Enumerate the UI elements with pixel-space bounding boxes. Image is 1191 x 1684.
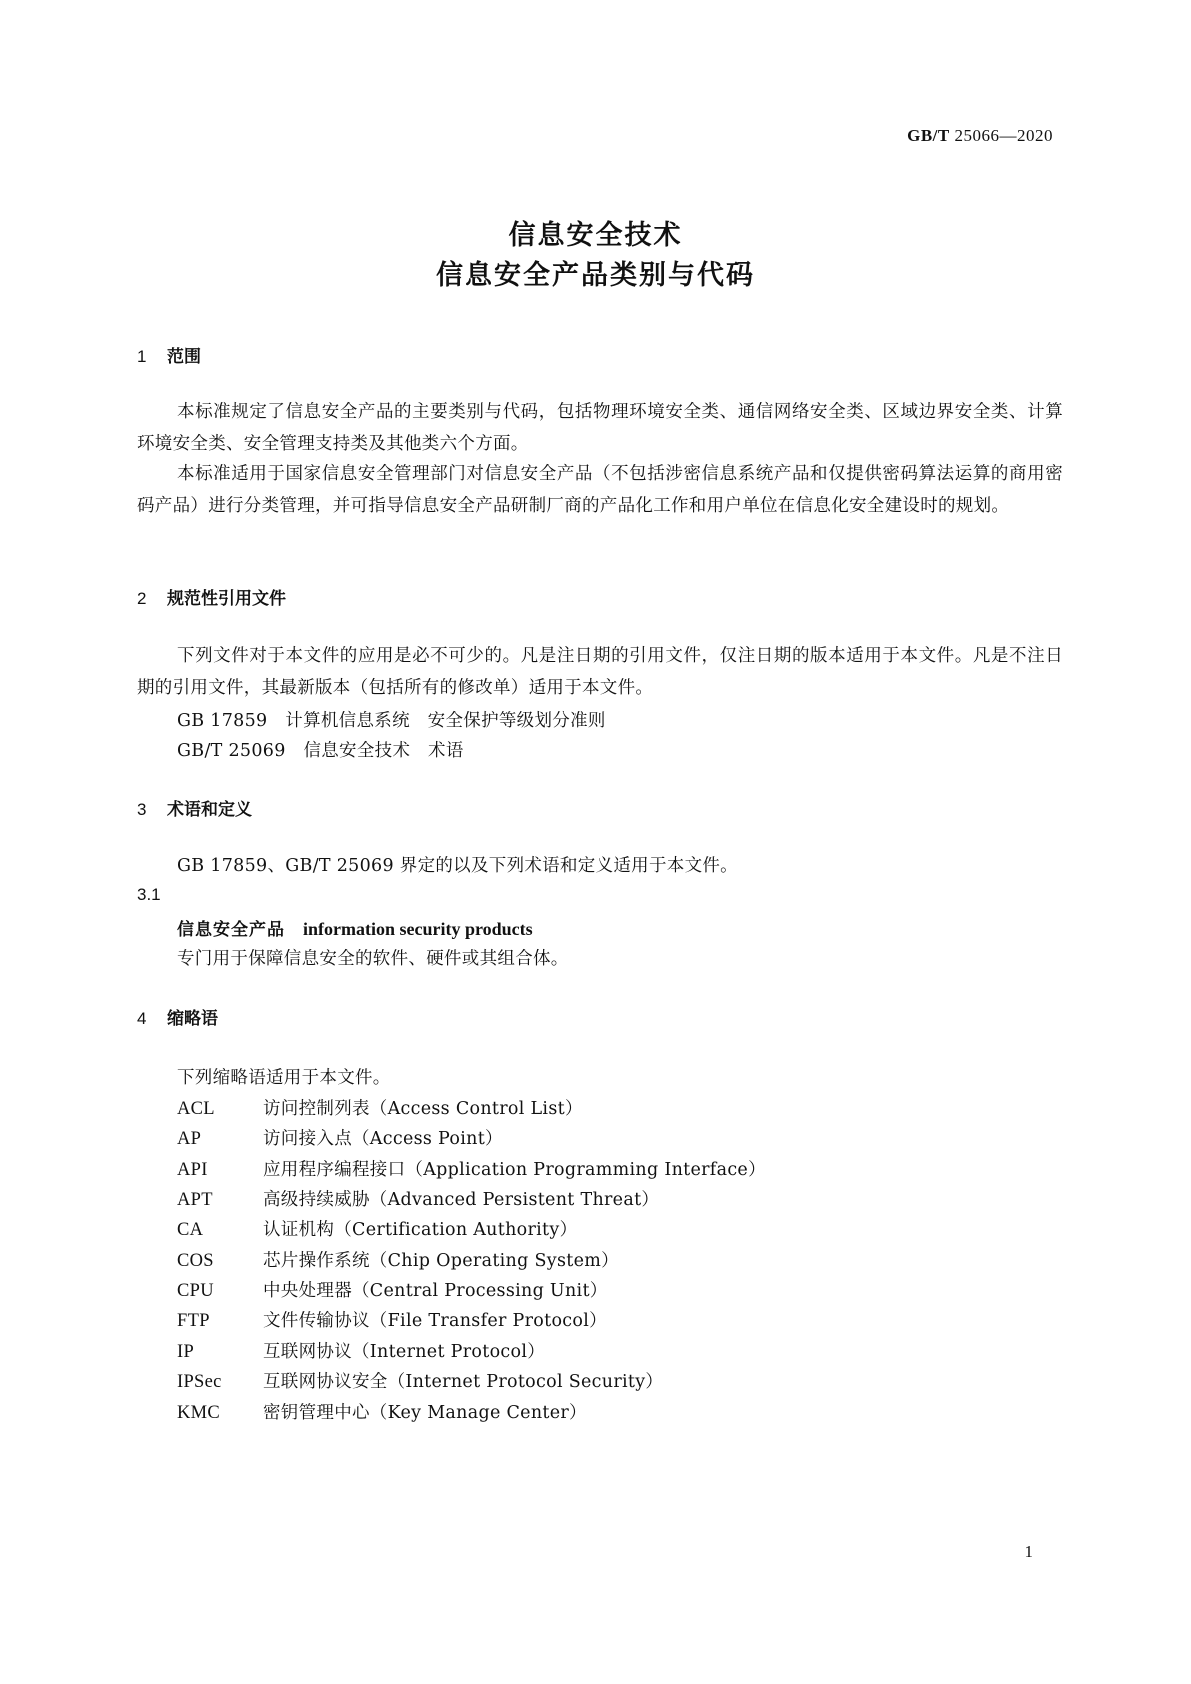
abbreviation-row: IPSec 互联网协议安全（Internet Protocol Security） (177, 1372, 664, 1392)
section-2-paragraph-1: 下列文件对于本文件的应用是必不可少的。凡是注日期的引用文件，仅注日期的版本适用于本文件。凡是不注日期的引用文件，其最新版本（包括所有的修改单）适用于本文件。 (137, 646, 1063, 698)
section-4-heading: 4 缩略语 (137, 1009, 218, 1029)
normative-reference: GB/T 25069 信息安全技术 术语 (177, 741, 464, 761)
term-definition: 专门用于保障信息安全的软件、硬件或其组合体。 (177, 949, 569, 969)
term-entry (177, 915, 533, 940)
abbreviation-row: CA 认证机构（Certification Authority） (177, 1220, 578, 1240)
abbreviation-row: IP 互联网协议（Internet Protocol） (177, 1342, 546, 1362)
term-number: 3.1 (137, 885, 161, 904)
section-1-paragraph-2: 本标准适用于国家信息安全管理部门对信息安全产品（不包括涉密信息系统产品和仅提供密码算法运算的商用密码产品）进行分类管理，并可指导信息安全产品研制厂商的产品化工作和用户单位在信息化安全建设时的规划。 (137, 464, 1063, 516)
abbreviation-row: AP 访问接入点（Access Point） (177, 1129, 503, 1149)
term-chinese: 信息安全产品 (177, 920, 285, 940)
section-3-heading: 3 术语和定义 (137, 800, 252, 820)
abbreviations-intro: 下列缩略语适用于本文件。 (177, 1068, 391, 1088)
standard-code (907, 126, 1053, 146)
page-number: 1 (1024, 1542, 1033, 1561)
document-title-line1: 信息安全技术 (508, 220, 683, 251)
section-1-paragraph-1: 本标准规定了信息安全产品的主要类别与代码，包括物理环境安全类、通信网络安全类、区域边界安全类、计算环境安全类、安全管理支持类及其他类六个方面。 (137, 402, 1063, 454)
section-3-paragraph-1: GB 17859、GB/T 25069 界定的以及下列术语和定义适用于本文件。 (177, 856, 738, 876)
document-title-line2: 信息安全产品类别与代码 (436, 260, 755, 291)
section-2-heading: 2 规范性引用文件 (137, 589, 286, 609)
abbreviation-row: ACL 访问控制列表（Access Control List） (177, 1099, 583, 1119)
abbreviation-row: KMC 密钥管理中心（Key Manage Center） (177, 1403, 587, 1423)
section-1-heading: 1 范围 (137, 347, 201, 367)
normative-reference: GB 17859 计算机信息系统 安全保护等级划分准则 (177, 711, 606, 731)
term-english: information security products (303, 919, 533, 939)
abbreviation-row: COS 芯片操作系统（Chip Operating System） (177, 1251, 619, 1271)
standard-prefix: GB/T (907, 126, 950, 145)
abbreviation-row: API 应用程序编程接口（Application Programming Interface） (177, 1160, 766, 1180)
abbreviation-row: CPU 中央处理器（Central Processing Unit） (177, 1281, 608, 1301)
abbreviation-row: FTP 文件传输协议（File Transfer Protocol） (177, 1311, 607, 1331)
abbreviation-row: APT 高级持续威胁（Advanced Persistent Threat） (177, 1190, 660, 1210)
standard-number: 25066—2020 (954, 126, 1053, 145)
